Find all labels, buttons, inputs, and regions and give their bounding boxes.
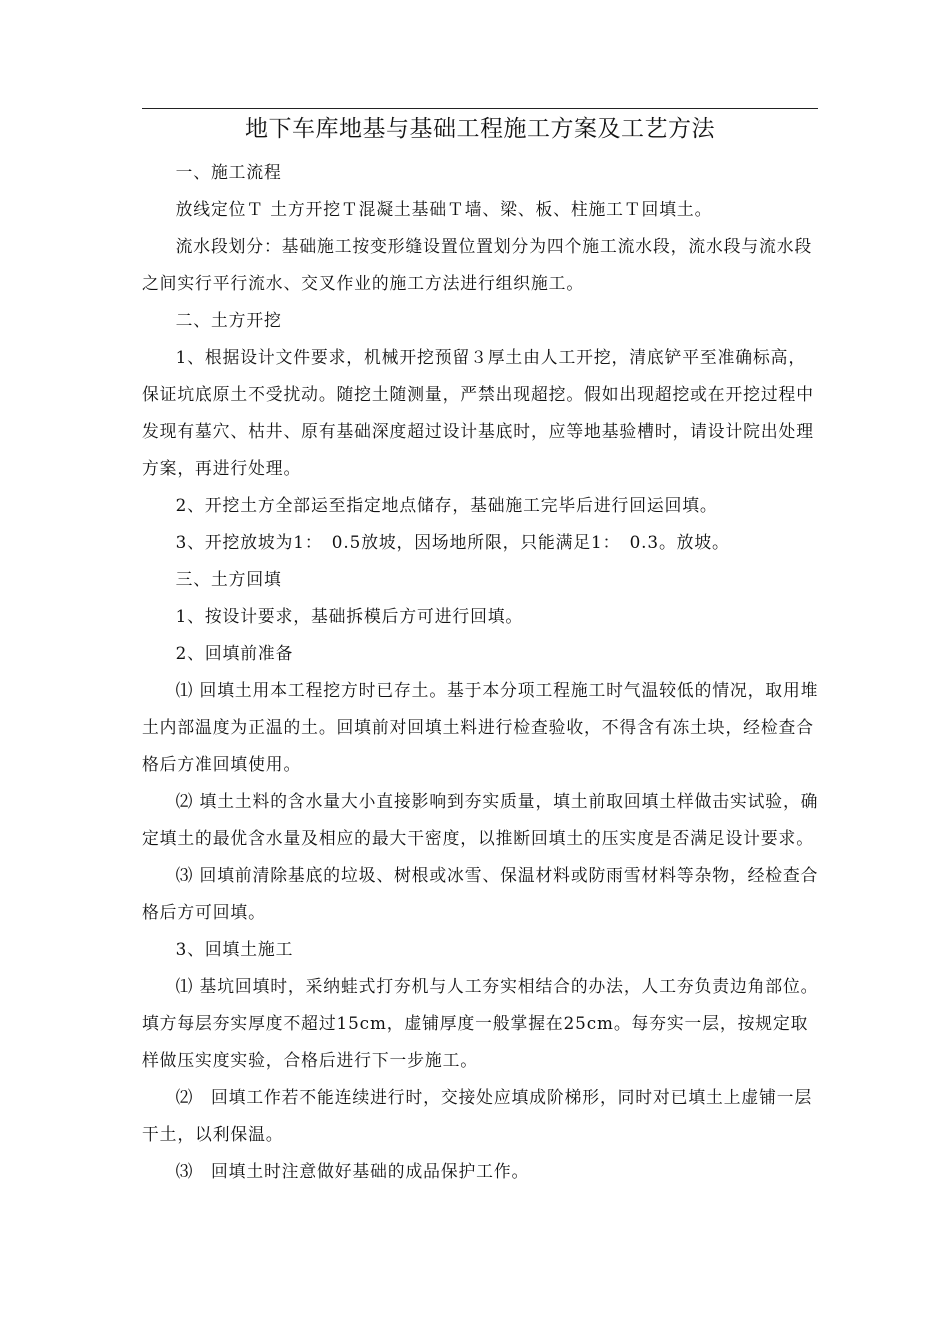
document-title: 地下车库地基与基础工程施工方案及工艺方法 (245, 116, 715, 142)
header-rule (142, 108, 818, 109)
section-heading-2: 二、土方开挖 (175, 310, 282, 330)
paragraph-prep-2: ⑵ 填土土料的含水量大小直接影响到夯实质量，填土前取回填土样做击实试验，确定填土的最优含水量及相应的最大干密度，以推断回填土的压实度是否满足设计要求。 (142, 791, 819, 848)
paragraph-prep-3: ⑶ 回填前清除基底的垃圾、树根或冰雪、保温材料或防雨雪材料等杂物，经检查合格后方可回填。 (142, 865, 819, 922)
paragraph-backfill-3: 3、回填土施工 (175, 939, 294, 959)
paragraph-construction-2: ⑵ 回填工作若不能连续进行时，交接处应填成阶梯形，同时对已填土上虚铺一层干土，以利保温。 (142, 1087, 813, 1144)
paragraph-construction-3: ⑶ 回填土时注意做好基础的成品保护工作。 (175, 1161, 530, 1181)
paragraph-backfill-1: 1、按设计要求，基础拆模后方可进行回填。 (175, 606, 524, 626)
section-heading-3: 三、土方回填 (175, 569, 282, 589)
paragraph-excavation-1: 1、根据设计文件要求，机械开挖预留３厚土由人工开挖，清底铲平至准确标高，保证坑底原土不受扰动。随挖土随测量，严禁出现超挖。假如出现超挖或在开挖过程中发现有墓穴、枯井、原有基础深度超过设计基底时，应等地基验槽时，请设计院出处理方案，再进行处理。 (142, 347, 814, 478)
paragraph-segments: 流水段划分：基础施工按变形缝设置位置划分为四个施工流水段，流水段与流水段之间实行平行流水、交叉作业的施工方法进行组织施工。 (142, 236, 813, 293)
paragraph-excavation-3: 3、开挖放坡为1： 0.5放坡，因场地所限，只能满足1： 0.3。放坡。 (175, 532, 730, 552)
paragraph-flow: 放线定位Ｔ 土方开挖Ｔ混凝土基础Ｔ墙、梁、板、柱施工Ｔ回填土。 (175, 199, 713, 219)
paragraph-construction-1: ⑴ 基坑回填时，采纳蛙式打夯机与人工夯实相结合的办法，人工夯负责边角部位。填方每层夯实厚度不超过15cm，虚铺厚度一般掌握在25cm。每夯实一层，按规定取样做压实度实验，合格后进行下一步施工。 (142, 976, 819, 1070)
paragraph-excavation-2: 2、开挖土方全部运至指定地点储存，基础施工完毕后进行回运回填。 (175, 495, 718, 515)
document-body (142, 154, 822, 1190)
paragraph-backfill-2: 2、回填前准备 (175, 643, 294, 663)
paragraph-prep-1: ⑴ 回填土用本工程挖方时已存土。基于本分项工程施工时气温较低的情况，取用堆土内部温度为正温的土。回填前对回填土料进行检查验收，不得含有冻土块，经检查合格后方准回填使用。 (142, 680, 819, 774)
section-heading-1: 一、施工流程 (175, 162, 282, 182)
